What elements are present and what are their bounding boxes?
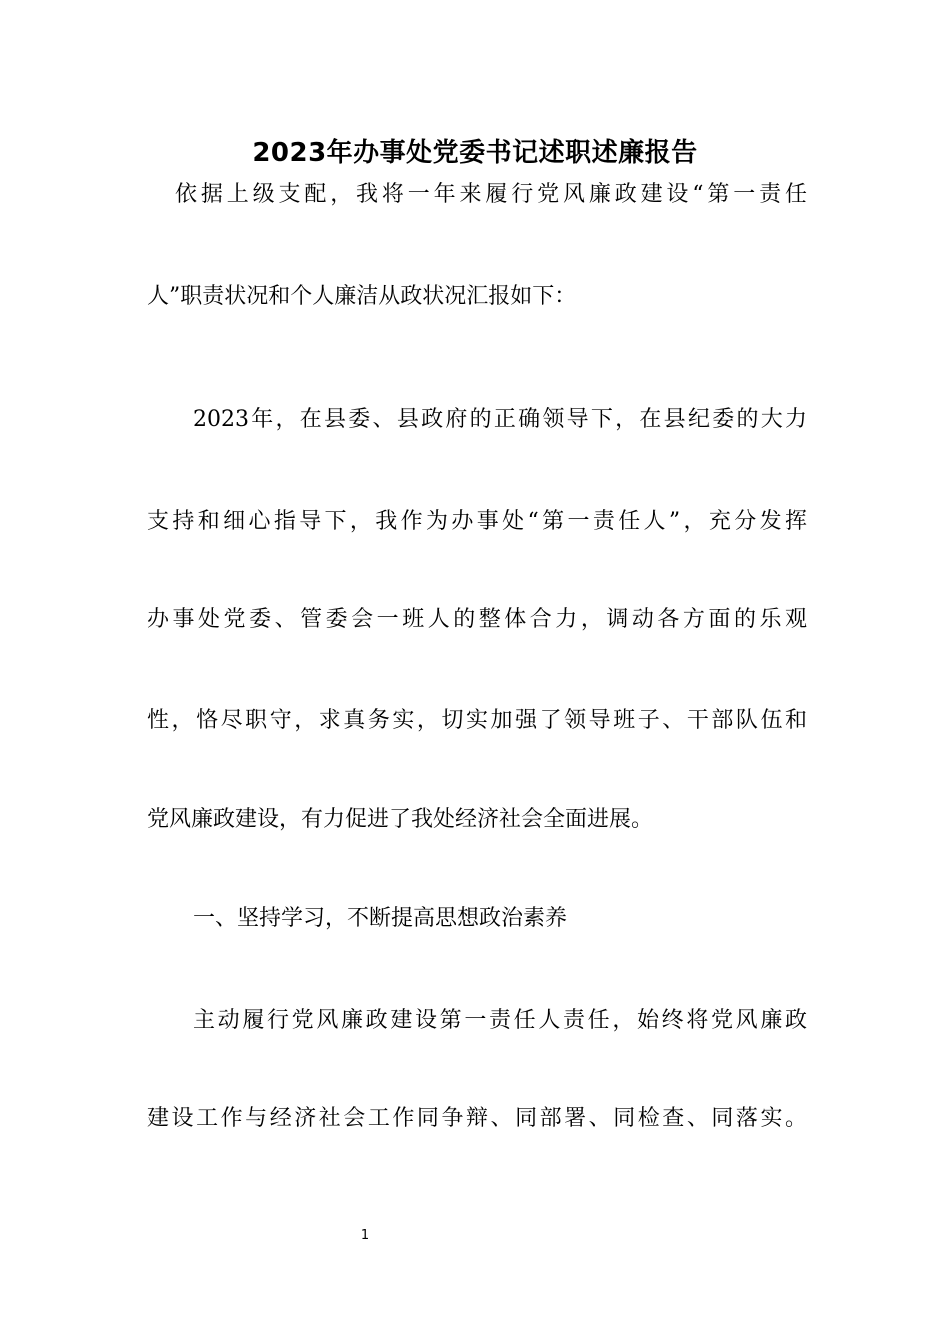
page-number: 1	[360, 1228, 370, 1243]
paragraph-2-line-3: 办事处党委、管委会一班人的整体合力，调动各方面的乐观	[147, 607, 807, 632]
paragraph-1-line-2: 人”职责状况和个人廉洁从政状况汇报如下：	[147, 284, 577, 309]
paragraph-2-line-1: 2023年，在县委、县政府的正确领导下，在县纪委的大力	[193, 407, 807, 432]
paragraph-3-line-1: 主动履行党风廉政建设第一责任人责任，始终将党风廉政	[193, 1008, 807, 1033]
document-title: 2023年办事处党委书记述职述廉报告	[252, 138, 698, 168]
paragraph-2-line-2: 支持和细心指导下，我作为办事处“第一责任人”，充分发挥	[147, 509, 807, 534]
section-heading-1: 一、坚持学习，不断提高思想政治素养	[193, 906, 568, 931]
paragraph-2-line-5: 党风廉政建设，有力促进了我处经济社会全面进展。	[147, 807, 654, 832]
paragraph-3-line-2: 建设工作与经济社会工作同争辩、同部署、同检查、同落实。	[147, 1106, 807, 1131]
paragraph-1-line-1: 依据上级支配，我将一年来履行党风廉政建设“第一责任	[175, 182, 807, 207]
paragraph-2-line-4: 性，恪尽职守，求真务实，切实加强了领导班子、干部队伍和	[147, 708, 807, 733]
